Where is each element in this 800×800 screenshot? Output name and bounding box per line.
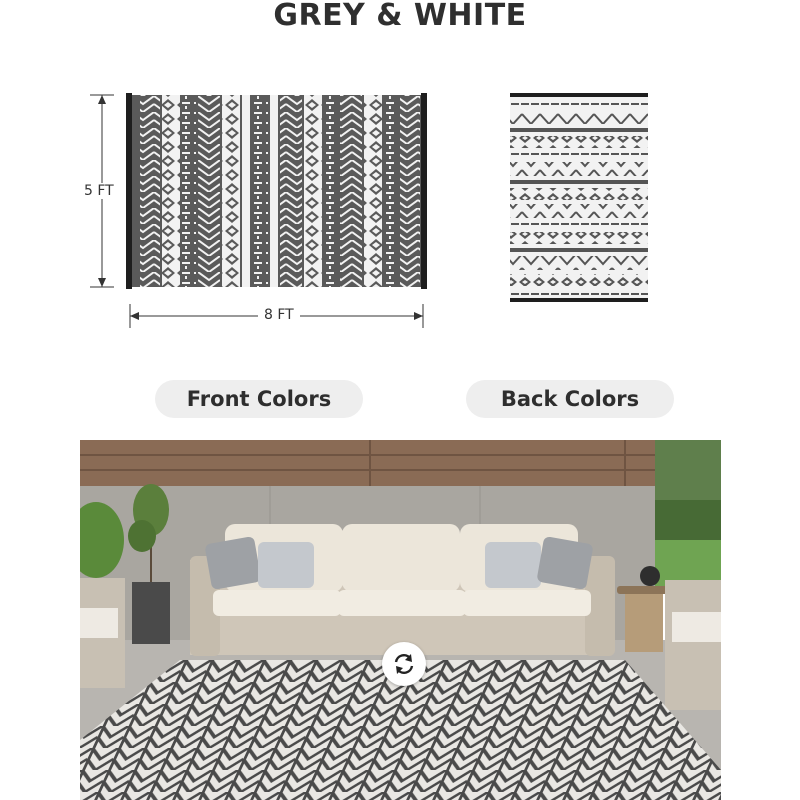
- page-title: GREY & WHITE: [273, 0, 527, 33]
- front-rug-diagram: [0, 0, 800, 340]
- width-dimension-label: 8 FT: [258, 307, 300, 323]
- swap-arrows-icon: [391, 651, 417, 677]
- swap-view-button[interactable]: [382, 642, 426, 686]
- front-colors-label: Front Colors: [155, 380, 363, 418]
- patio-scene-photo: [80, 440, 721, 800]
- height-dimension-label: 5 FT: [84, 183, 114, 199]
- back-colors-label: Back Colors: [466, 380, 674, 418]
